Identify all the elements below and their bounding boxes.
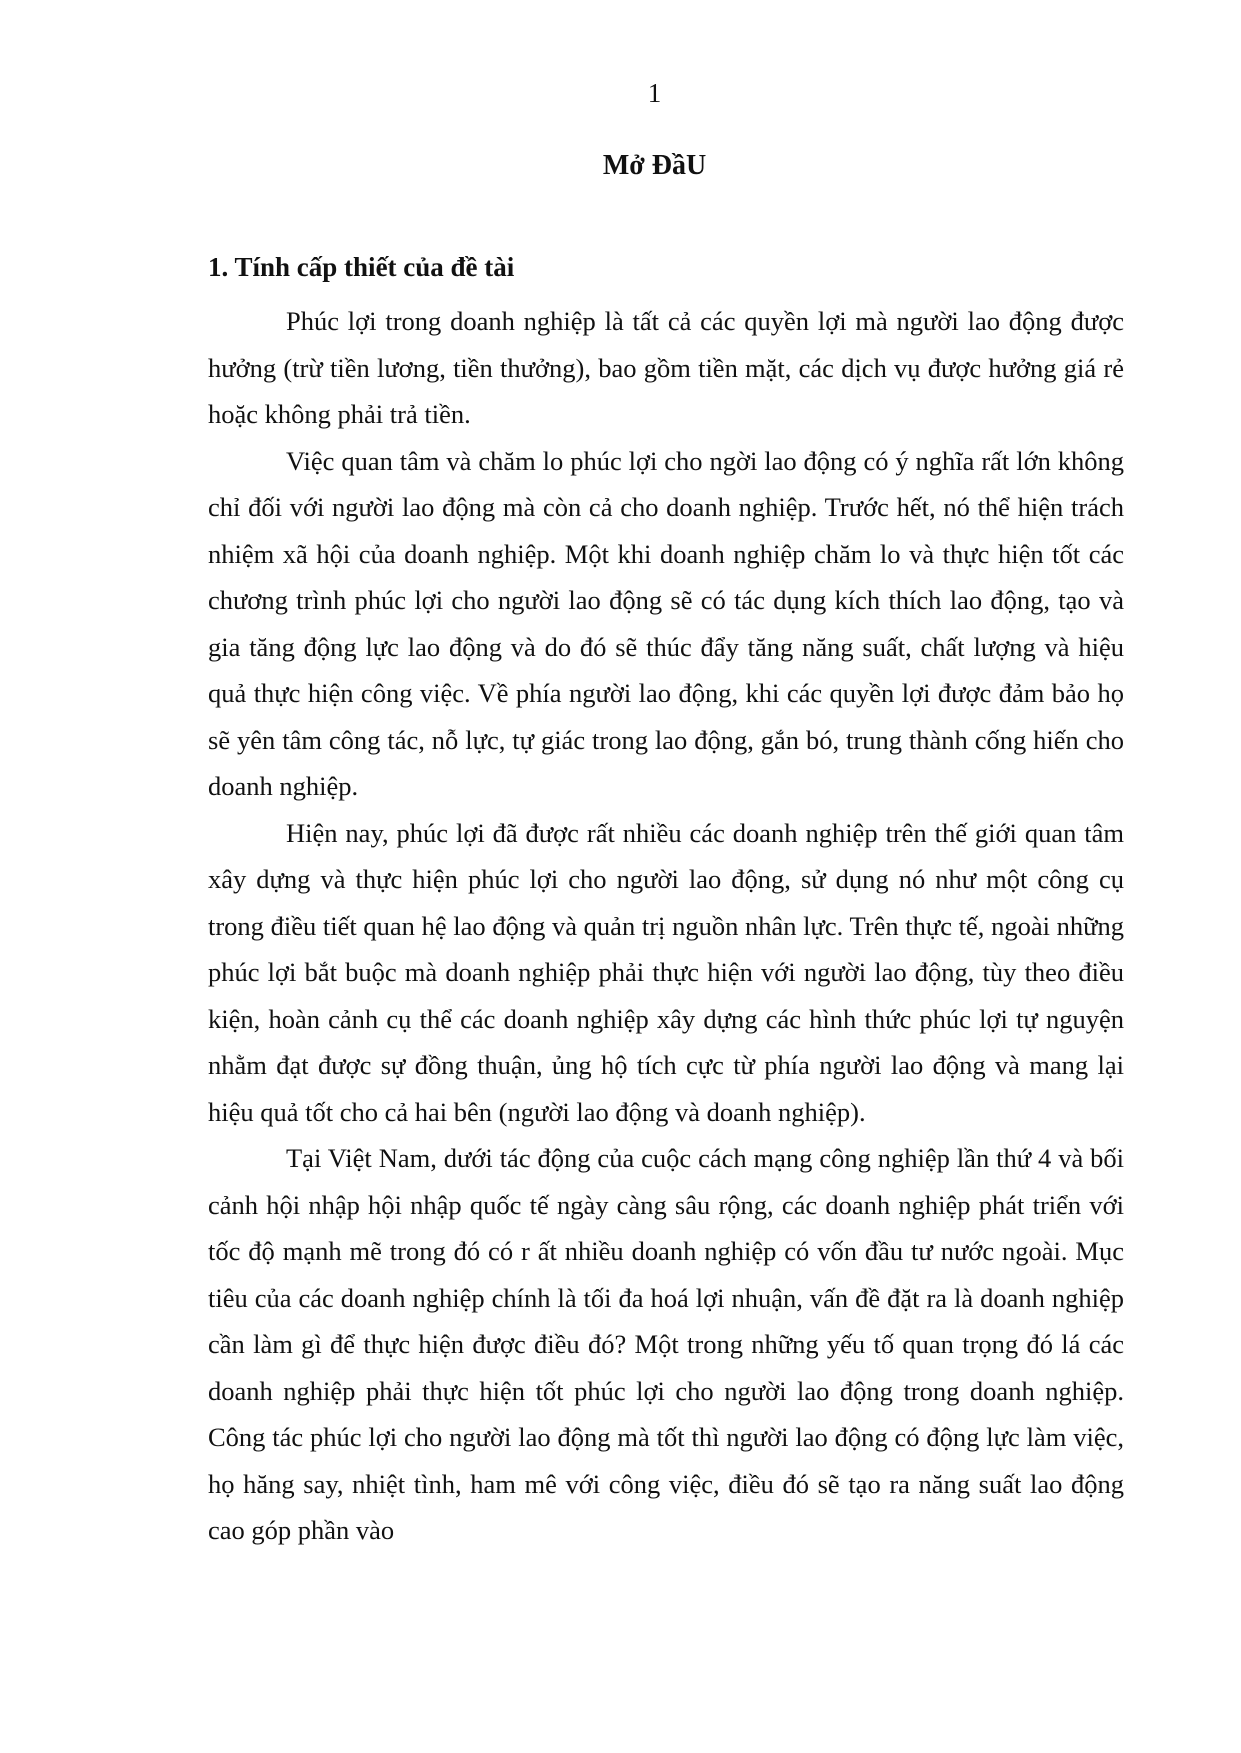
section-heading: 1. Tính cấp thiết của đề tài bbox=[208, 252, 515, 282]
paragraph-2: Việc quan tâm và chăm lo phúc lợi cho ngời lao động có ý nghĩa rất lớn không chỉ đối với người lao động mà còn cả cho doanh nghiệp. Trước hết, nó thể hiện trách nhiệm xã hội của doanh nghiệp. Một khi doanh nghiệp chăm lo và thực hiện tốt các chương trình phúc lợi cho người lao động sẽ có tác dụng kích thích lao động, tạo và gia tăng động lực lao động và do đó sẽ thúc đẩy tăng năng suất, chất lượng và hiệu quả thực hiện công việc. Về phía người lao động, khi các quyền lợi được đảm bảo họ sẽ yên tâm công tác, nỗ lực, tự giác trong lao động, gắn bó, trung thành cống hiến cho doanh nghiệp. bbox=[208, 445, 1124, 801]
paragraph-1: Phúc lợi trong doanh nghiệp là tất cả các quyền lợi mà người lao động được hưởng (trừ tiền lương, tiền thưởng), bao gồm tiền mặt, các dịch vụ được hưởng giá rẻ hoặc không phải trả tiền. bbox=[208, 306, 1124, 429]
page-number: 1 bbox=[647, 78, 662, 108]
paragraph-3: Hiện nay, phúc lợi đã được rất nhiều các doanh nghiệp trên thế giới quan tâm xây dựng và thực hiện phúc lợi cho người lao động, sử dụng nó như một công cụ trong điều tiết quan hệ lao động và quản trị nguồn nhân lực. Trên thực tế, ngoài những phúc lợi bắt buộc mà doanh nghiệp phải thực hiện với người lao động, tùy theo điều kiện, hoàn cảnh cụ thể các doanh nghiệp xây dựng các hình thức phúc lợi tự nguyện nhằm đạt được sự đồng thuận, ủng hộ tích cực từ phía người lao động và mang lại hiệu quả tốt cho cả hai bên (người lao động và doanh nghiệp). bbox=[208, 817, 1124, 1127]
paragraph-4: Tại Việt Nam, dưới tác động của cuộc cách mạng công nghiệp lần thứ 4 và bối cảnh hội nhập hội nhập quốc tế ngày càng sâu rộng, các doanh nghiệp phát triển với tốc độ mạnh mẽ trong đó có r ất nhiều doanh nghiệp có vốn đầu tư nước ngoài. Mục tiêu của các doanh nghiệp chính là tối đa hoá lợi nhuận, vấn đề đặt ra là doanh nghiệp cần làm gì để thực hiện được điều đó? Một trong những yếu tố quan trọng đó lá các doanh nghiệp phải thực hiện tốt phúc lợi cho người lao động trong doanh nghiệp. Công tác phúc lợi cho người lao động mà tốt thì người lao động có động lực làm việc, họ hăng say, nhiệt tình, ham mê với công việc, điều đó sẽ tạo ra năng suất lao động cao góp phần vào bbox=[208, 1143, 1124, 1545]
page-title: Mở ĐầU bbox=[602, 150, 707, 181]
body-text bbox=[208, 298, 1124, 1554]
